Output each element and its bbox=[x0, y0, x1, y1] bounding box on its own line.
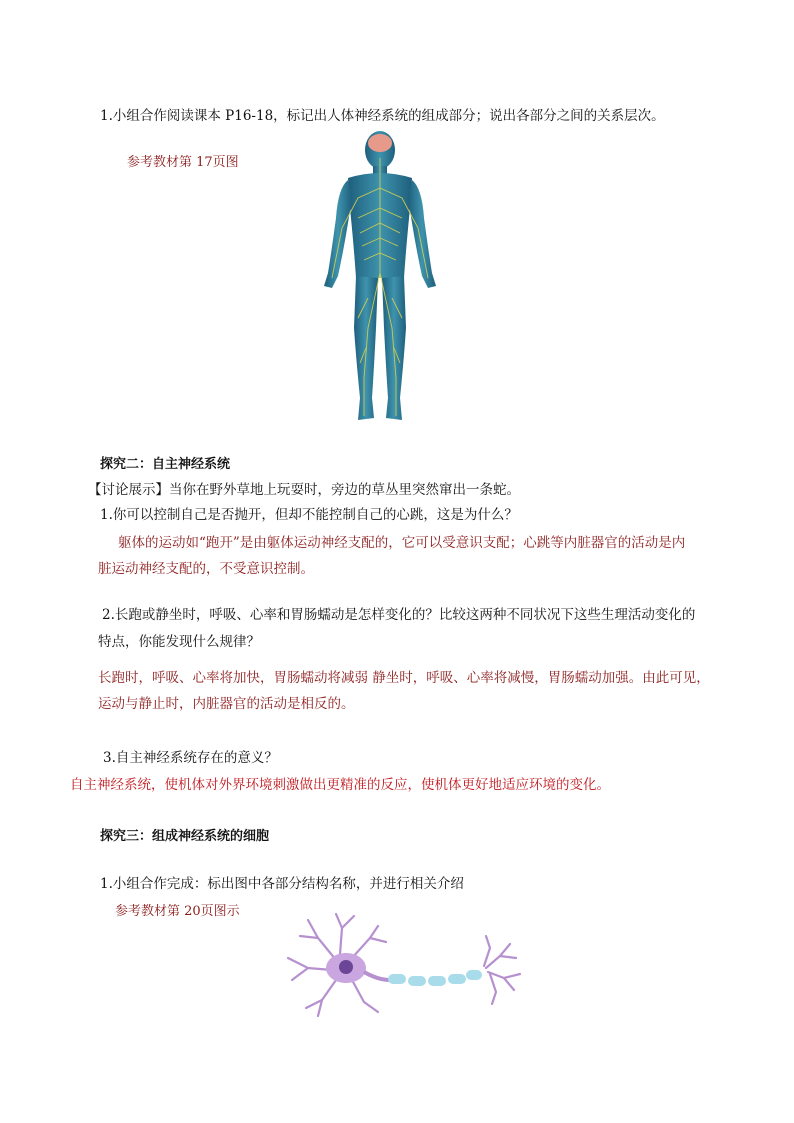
question-2-2-line2: 特点，你能发现什么规律？ bbox=[98, 634, 260, 650]
reference-page-17: 参考教材第 17页图 bbox=[127, 155, 239, 170]
section-heading-cells: 探究三：组成神经系统的细胞 bbox=[100, 829, 270, 844]
discussion-tag: 【讨论展示】 bbox=[88, 482, 169, 498]
discussion-text: 当你在野外草地上玩耍时，旁边的草丛里突然窜出一条蛇。 bbox=[169, 482, 520, 498]
answer-2-1-line2: 脏运动神经支配的，不受意识控制。 bbox=[98, 561, 314, 577]
reference-page-20: 参考教材第 20页图示 bbox=[115, 904, 240, 919]
question-1-nervous-system: 1.小组合作阅读课本 P16-18，标记出人体神经系统的组成部分；说出各部分之间的关系层次。 bbox=[100, 108, 665, 124]
section-heading-autonomic: 探究二：自主神经系统 bbox=[100, 457, 231, 472]
answer-2-2-line2: 运动与静止时，内脏器官的活动是相反的。 bbox=[98, 696, 355, 712]
human-nervous-system-figure bbox=[318, 128, 442, 426]
question-2-3: 3.自主神经系统存在的意义？ bbox=[103, 750, 278, 766]
neuron-figure bbox=[278, 908, 528, 1026]
answer-2-2-line1: 长跑时，呼吸、心率将加快，胃肠蠕动将减弱 静坐时，呼吸、心率将减慢，胃肠蠕动加强。由此可见， bbox=[98, 670, 710, 686]
discussion-prompt bbox=[88, 478, 520, 498]
question-2-1: 1.你可以控制自己是否抛开，但却不能控制自己的心跳，这是为什么？ bbox=[100, 507, 518, 523]
answer-2-1-line1: 躯体的运动如“跑开”是由躯体运动神经支配的，它可以受意识支配；心跳等内脏器官的活动是内 bbox=[118, 535, 686, 551]
answer-2-3: 自主神经系统，使机体对外界环境刺激做出更精准的反应，使机体更好地适应环境的变化。 bbox=[70, 777, 610, 793]
question-2-2-line1: 2.长跑或静坐时，呼吸、心率和胃肠蠕动是怎样变化的？比较这两种不同状况下这些生理活动变化的 bbox=[102, 607, 696, 623]
question-3-1: 1.小组合作完成：标出图中各部分结构名称，并进行相关介绍 bbox=[100, 876, 464, 892]
